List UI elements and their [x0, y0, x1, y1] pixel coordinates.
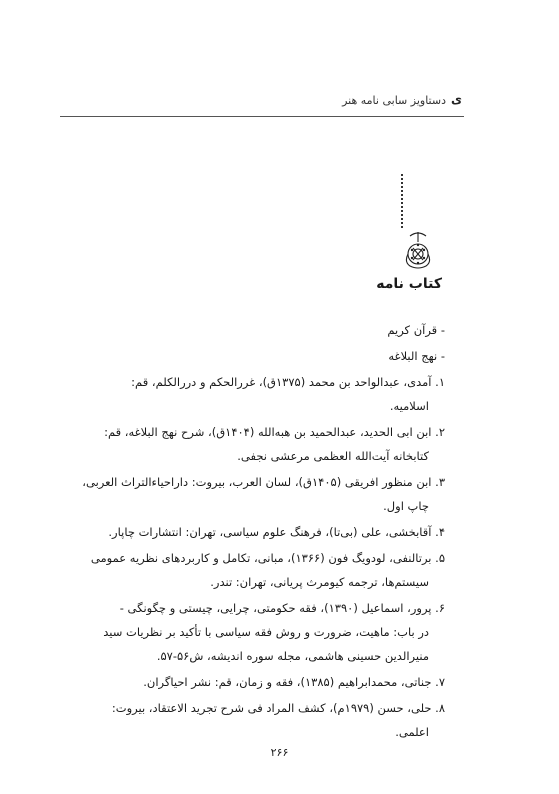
item-text: آمدی، عبدالواحد بن محمد (۱۳۷۵ق)، غررالحکم و دررالکلم، قم:	[131, 375, 432, 389]
item-prefix: ۴.	[431, 525, 445, 539]
item-text: قرآن کریم	[387, 323, 438, 337]
dotted-divider	[401, 174, 407, 228]
list-item	[60, 520, 445, 544]
item-text: پرور، اسماعیل (۱۳۹۰)، فقه حکومتی، چرایی، چیستی و چگونگی -	[119, 601, 432, 615]
section-title: کتاب نامه	[376, 276, 442, 292]
item-text: حلی، حسن (۱۹۷۹م)، کشف المراد فی شرح تجرید الاعتقاد، بیروت:	[111, 701, 432, 715]
item-text-continued: سیستم‌ها، ترجمه کیومرث پریانی، تهران: تندر.	[210, 575, 429, 589]
item-text: جناتی، محمدابراهیم (۱۳۸۵)، فقه و زمان، قم: نشر احیاگران.	[143, 675, 432, 689]
running-header	[60, 92, 464, 117]
bibliography-list	[60, 318, 445, 746]
page-number: ۲۶۶	[270, 746, 289, 759]
item-prefix: ۳.	[431, 475, 445, 489]
item-text-continued: اسلامیه.	[389, 399, 429, 413]
item-text: آقابخشی، علی (بی‌تا)، فرهنگ علوم سیاسی، تهران: انتشارات چاپار.	[108, 525, 432, 539]
item-text: برتالنفی، لودویگ فون (۱۳۶۶)، مبانی، تکامل و کاربردهای نظریه عمومی	[90, 551, 432, 565]
list-item	[60, 696, 445, 744]
item-text-continued: در باب: ماهیت، ضرورت و روش فقه سیاسی با تأکید بر نظریات سید	[103, 625, 429, 639]
item-text-continued: چاپ اول.	[383, 499, 429, 513]
flower-ornament-icon	[396, 228, 440, 272]
item-prefix: -	[437, 349, 445, 363]
item-prefix: ۱.	[431, 375, 445, 389]
item-text-continued: کتابخانه آیت‌الله العظمی مرعشی نجفی.	[237, 449, 429, 463]
item-prefix: ۸.	[431, 701, 445, 715]
list-item	[60, 470, 445, 518]
list-item	[60, 318, 445, 342]
list-item	[60, 370, 445, 418]
list-item	[60, 546, 445, 594]
item-prefix: ۷.	[431, 675, 445, 689]
item-text-continued: اعلمی.	[395, 725, 429, 739]
header-title: دستاویز سابی نامه هنر	[342, 94, 446, 107]
item-text: نهج البلاغه	[388, 349, 438, 363]
list-item	[60, 344, 445, 368]
list-item	[60, 670, 445, 694]
list-item	[60, 420, 445, 468]
item-text: ابن منظور افریقی (۱۴۰۵ق)، لسان العرب، بیروت: داراحیاءالتراث العربی،	[82, 475, 432, 489]
item-prefix: ۲.	[431, 425, 445, 439]
item-text-continued: منیرالدین حسینی هاشمی، مجله سوره اندیشه، ش۵۶-۵۷.	[156, 649, 429, 663]
list-item	[60, 596, 445, 668]
item-prefix: -	[437, 323, 445, 337]
item-text: ابن ابی الحدید، عبدالحمید بن هبه‌الله (۱۴۰۴ق)، شرح نهج البلاغه، قم:	[104, 425, 432, 439]
header-mark: ى	[451, 92, 462, 106]
item-prefix: ۵.	[431, 551, 445, 565]
item-prefix: ۶.	[431, 601, 445, 615]
